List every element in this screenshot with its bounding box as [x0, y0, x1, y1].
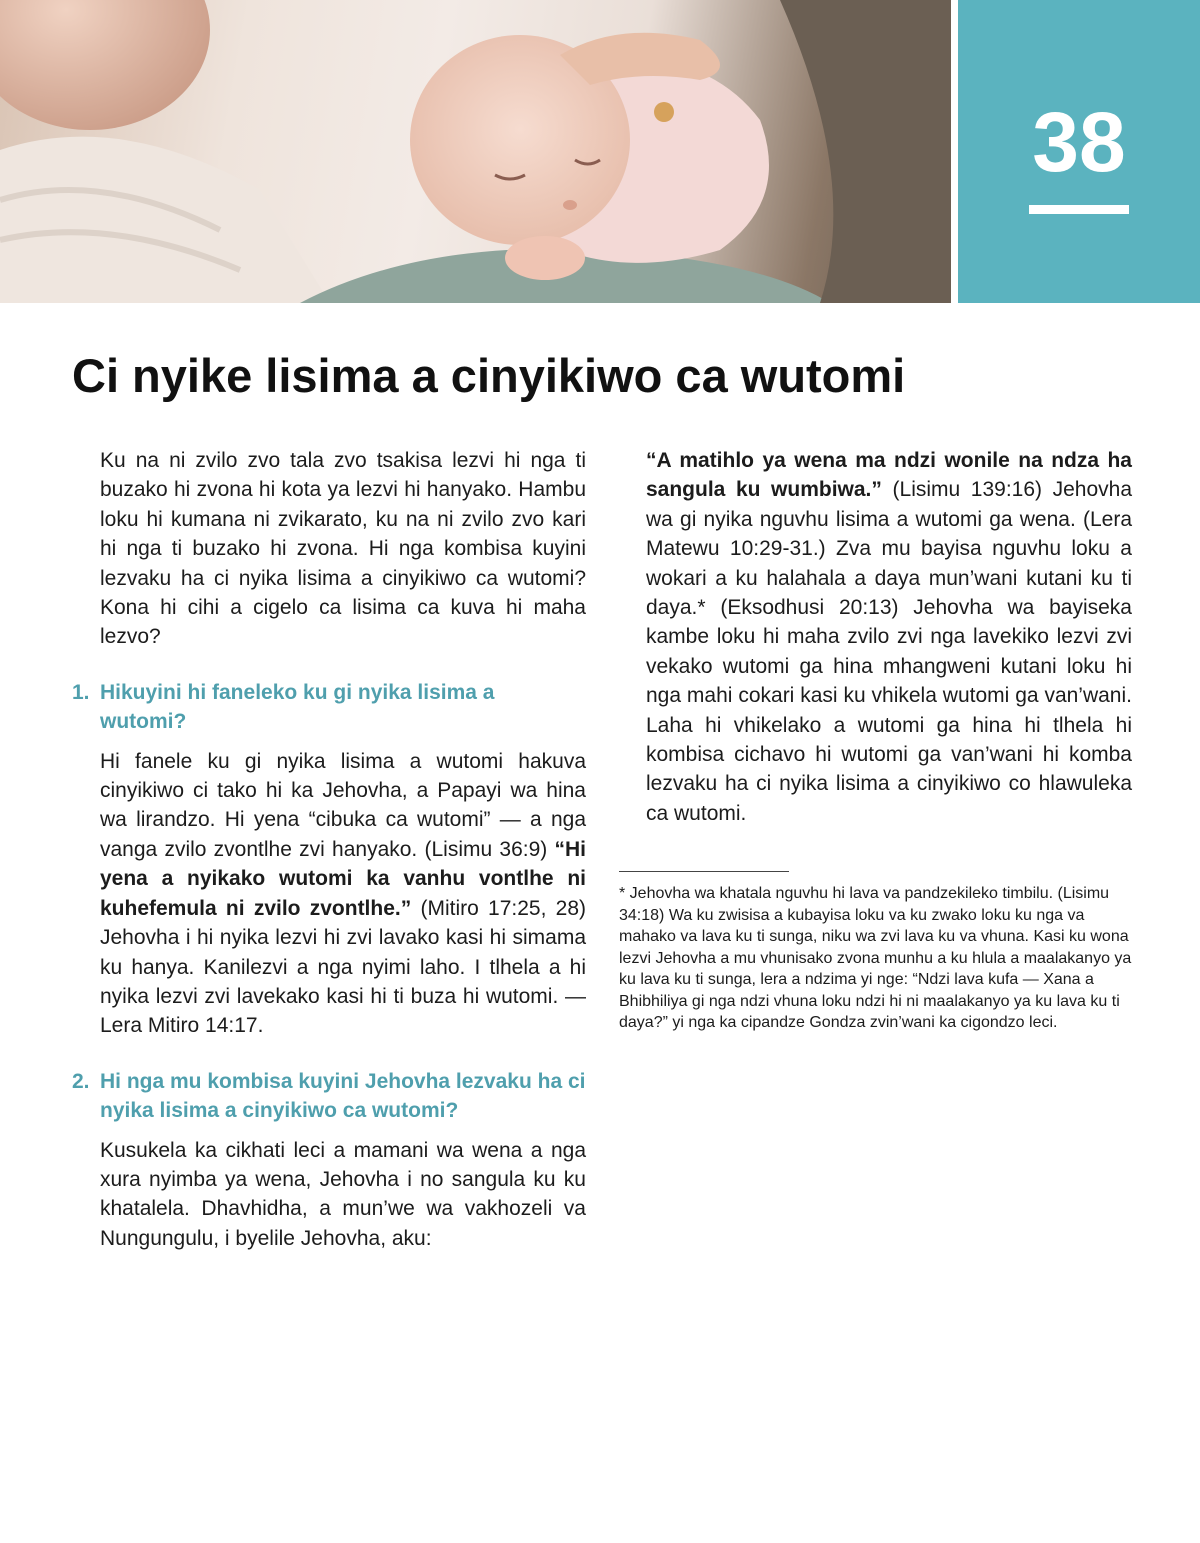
lesson-number: 38: [1032, 95, 1126, 189]
page-title: Ci nyike lisima a cinyikiwo ca wutomi: [72, 349, 906, 402]
left-column: [72, 446, 586, 1253]
section-2-quote: “A matihlo ya wena ma ndzi wonile na ndza ha sangula ku wumbiwa.”: [646, 449, 1132, 502]
section-1-text-b: (Mitiro 17:25, 28) Jehovha i hi nyika lezvi hi zvi lavako kasi hi simama ku hanya. Kanilezvi a nga nyimi laho. I tlhela a hi nyika lezvi zvi lavekako kasi hi ti buza hi wutomi. — Lera Mitiro 14:17.: [100, 896, 586, 1038]
lesson-number-panel: [958, 0, 1200, 303]
section-1-text-a: Hi fanele ku gi nyika lisima a wutomi hakuva cinyikiwo ci tako hi ka Jehovha, a Papayi wa hina wa lirandzo. Hi yena “cibuka ca wutomi” — a nga vanga zvilo zvontlhe zvi hanyako. (Lisimu 36:9): [100, 749, 586, 861]
intro-paragraph: Ku na ni zvilo zvo tala zvo tsakisa lezvi hi nga ti buzako hi zvona hi kota ya lezvi hi hanyako. Hambu loku hi kumana ni zvikarato, ku na ni zvilo zvo kari hi nga ti buzako hi zvona. Hi nga kombisa kuyini lezvaku ha ci nyika lisima a cinyikiwo ca wutomi? Kona hi cihi a cigelo ca lisima ca kuva hi maha lezvo?: [100, 449, 586, 649]
section-1-body: [100, 747, 586, 1041]
lesson-number-underline: [1029, 205, 1129, 214]
section-question-2: Hi nga mu kombisa kuyini Jehovha lezvaku ha ci nyika lisima a cinyikiwo ca wutomi?: [100, 1069, 586, 1123]
section-2-body-continued: [646, 446, 1132, 828]
section-number-2: 2.: [72, 1069, 90, 1093]
section-2-text-a: Kusukela ka cikhati leci a mamani wa wena a nga xura nyimba ya wena, Jehovha i no sangula ku ku khatalela. Dhavhidha, a mun’we wa vakhozeli va Nungungulu, i byelile Jehovha, aku:: [100, 1138, 586, 1250]
section-1-quote: “Hi yena a nyikako wutomi ka vanhu vontlhe ni kuhefemula ni zvilo zvontlhe.”: [100, 837, 586, 920]
footnote: * Jehovha wa khatala nguvhu hi lava va pandzekileko timbilu. (Lisimu 34:18) Wa ku zwisisa a kubayisa loku va ku zwako loku ku nga va mahako va lava ku ti sunga, niku wa zvi lava ku va vhuna. Kasi ku wona lezvi Jehovha a mu vhunisako zvona munhu a ku hlula a maalakanyo ya ku lava ku ti sunga, lera a ndzima yi nge: “Ndzi lava kufa — Xana a Bhibhiliya gi nga ndzi vhuna loku ndzi hi ni maalakanyo ya ku lava ku ti daya?” yi nga ka cipandze Gondza zvin’wani ka cigondzo leci.: [619, 885, 1132, 1031]
section-question-1: Hikuyini hi faneleko ku gi nyika lisima a wutomi?: [100, 680, 495, 734]
right-column: [646, 446, 1132, 828]
section-number-1: 1.: [72, 680, 90, 704]
section-heading-2: [72, 1067, 586, 1126]
section-heading-1: [72, 678, 586, 737]
section-2-body-start: [100, 1136, 586, 1254]
sleeping-baby-photo-icon: [0, 0, 951, 303]
section-2-text-b: (Lisimu 139:16) Jehovha wa gi nyika nguvhu lisima a wutomi ga wena. (Lera Matewu 10:29-31.) Zva mu bayisa nguvhu loku a wokari a ku halahala a daya mun’wani kutani ku ti daya.* (Eksodhusi 20:13) Jehovha wa bayiseka kambe loku hi maha zvilo zvi nga lavekiko lezvi zvi vekako wutomi ga hina mhangweni kutani loku hi nga mahi cokari kasi ku vhikela wutomi ga van’wani. Laha hi vhikelako a wutomi ga hina hi tlhela hi kombisa cichavo hi wutomi ga van’wani hi komba lezvaku ha ci nyika lisima a cinyikiwo co hlawuleka ca wutomi.: [646, 478, 1132, 825]
footnote-divider: [619, 871, 789, 872]
hero-photo: [0, 0, 951, 303]
